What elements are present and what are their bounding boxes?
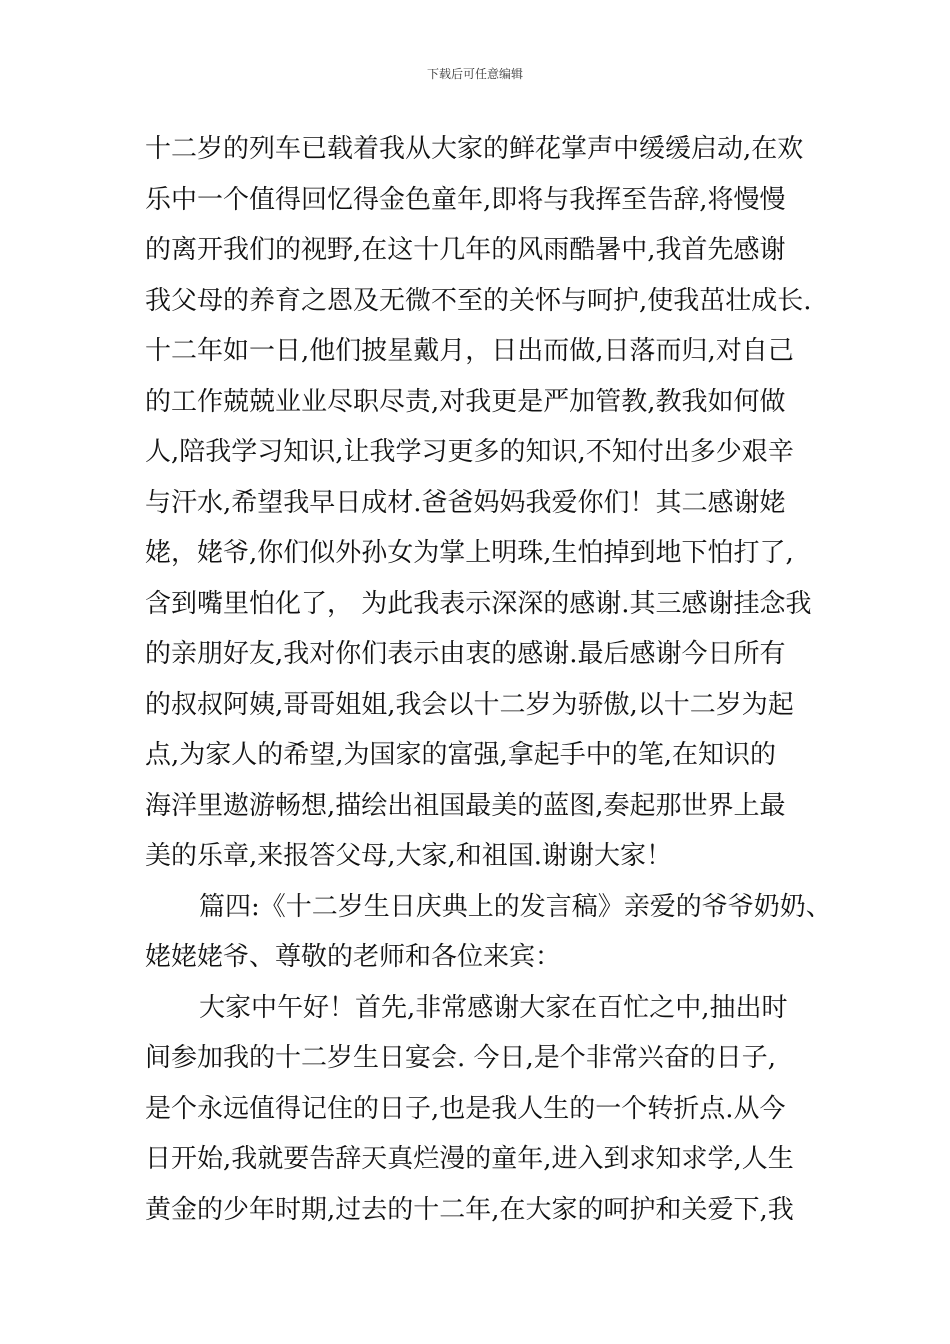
text-line: 的亲朋好友,我对你们表示由衷的感谢.最后感谢今日所有 (145, 639, 786, 669)
text-line: 的离开我们的视野,在这十几年的风雨酷暑中,我首先感谢 (145, 235, 786, 265)
text-line: 姥，姥爷,你们似外孙女为掌上明珠,生怕掉到地下怕打了, (145, 538, 794, 568)
section-heading-line: 篇四:《十二岁生日庆典上的发言稿》亲爱的爷爷奶奶、 (199, 891, 832, 922)
text-line: 是个永远值得记住的日子,也是我人生的一个转折点.从今 (145, 1093, 786, 1124)
text-line: 的叔叔阿姨,哥哥姐姐,我会以十二岁为骄傲,以十二岁为起 (145, 689, 794, 720)
page-header: 下载后可任意编辑 (426, 67, 523, 81)
text-line: 黄金的少年时期,过去的十二年,在大家的呵护和关爱下,我 (145, 1194, 794, 1225)
document-body (145, 124, 832, 1235)
text-line: 美的乐章,来报答父母,大家,和祖国.谢谢大家！ (145, 841, 673, 871)
text-line: 十二岁的列车已载着我从大家的鲜花掌声中缓缓启动,在欢 (145, 134, 804, 164)
text-line: 间参加我的十二岁生日宴会. 今日,是个非常兴奋的日子, (145, 1043, 777, 1073)
text-line: 姥姥姥爷、尊敬的老师和各位来宾： (145, 942, 562, 972)
text-line: 十二年如一日,他们披星戴月，日出而做,日落而归,对自己 (145, 336, 794, 366)
text-line: 人,陪我学习知识,让我学习更多的知识,不知付出多少艰辛 (145, 437, 794, 467)
text-line: 含到嘴里怕化了， 为此我表示深深的感谢.其三感谢挂念我 (145, 588, 812, 619)
text-line: 的工作兢兢业业尽职尽责,对我更是严加管教,教我如何做 (145, 386, 786, 417)
text-line: 海洋里遨游畅想,描绘出祖国最美的蓝图,奏起那世界上最 (145, 790, 786, 821)
text-line: 日开始,我就要告辞天真烂漫的童年,进入到求知求学,人生 (145, 1144, 794, 1174)
paragraph-start-line: 大家中午好！首先,非常感谢大家在百忙之中,抽出时 (199, 992, 788, 1023)
text-line: 与汗水,希望我早日成材.爸爸妈妈我爱你们！其二感谢姥 (145, 487, 786, 518)
text-line: 我父母的养育之恩及无微不至的关怀与呵护,使我茁壮成长. (145, 285, 812, 316)
text-line: 点,为家人的希望,为国家的富强,拿起手中的笔,在知识的 (145, 740, 777, 770)
text-line: 乐中一个值得回忆得金色童年,即将与我挥至告辞,将慢慢 (145, 184, 786, 215)
